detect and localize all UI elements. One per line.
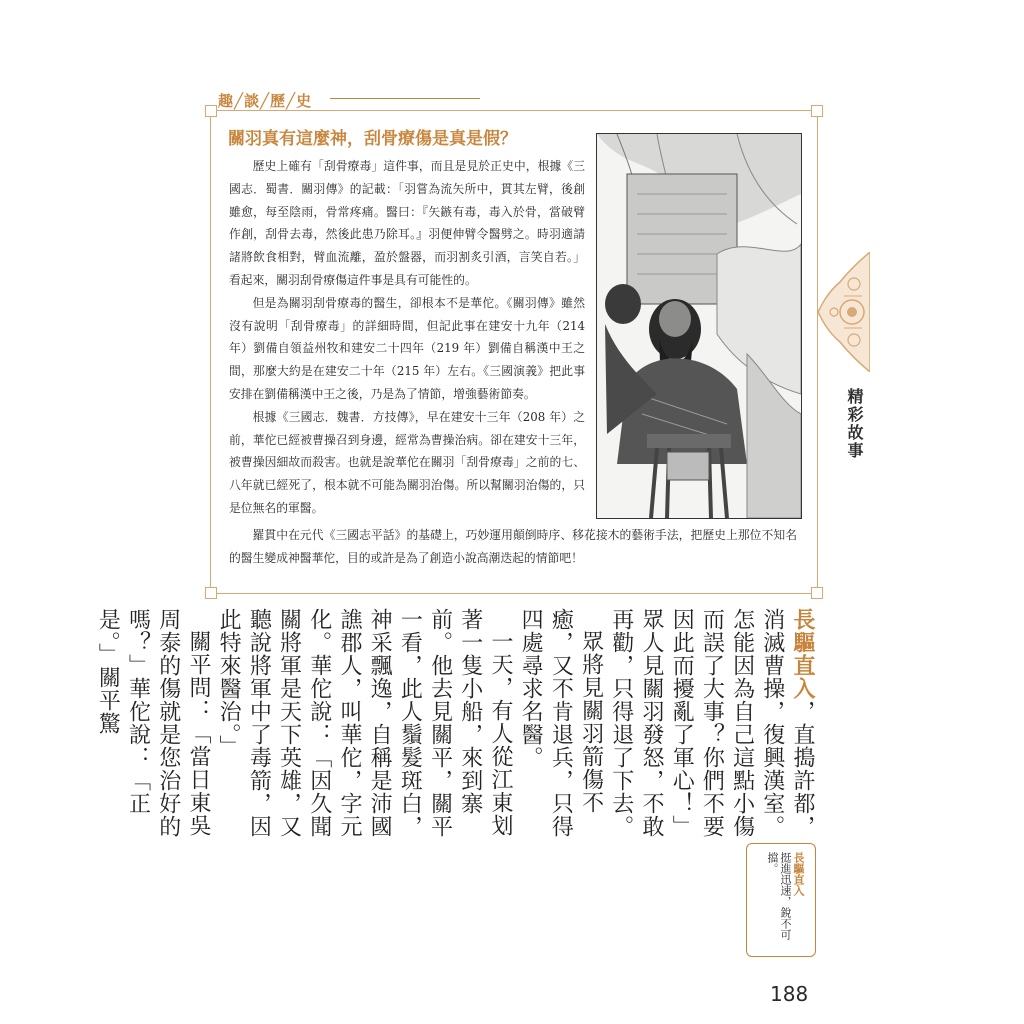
sidebox-closing-paragraph: 羅貫中在元代《三國志平話》的基礎上，巧妙運用顛倒時序、移花接木的藝術手法，把歷史上那位不知名的醫生變成神醫華佗，目的或許是為了創造小說高潮迭起的情節吧！: [229, 528, 797, 565]
story-highlight-term: 長驅直入: [790, 608, 815, 700]
sidebox-body: [229, 155, 585, 520]
vocabulary-note-text: [766, 852, 805, 948]
page-header-title: 趣╱談╱歷╱史: [218, 92, 313, 110]
sidebox-paragraph: 但是為關羽刮骨療毒的醫生，卻根本不是華佗。《關羽傳》雖然沒有說明「刮骨療毒」的詳細時間，但記此事在建安十九年（214 年）劉備自領益州牧和建安二十四年（219 年）劉備自稱漢中王之間，那麼大約是在建安二十年（215 年）左右。《三國演義》把此事安排在劉備稱漢中王之後，乃是為了情節，增強藝術節奏。: [229, 295, 585, 401]
sidebox-corner: [811, 105, 823, 117]
guan-yu-surgery-illustration-icon: [596, 133, 802, 519]
sidebox-corner: [205, 105, 217, 117]
sidebox-title: 關羽真有這麼神，刮骨療傷是真是假？: [228, 129, 517, 149]
story-paragraph: 眾將見關羽箭傷不癒，又不肯退兵，只得四處尋求名醫。: [518, 608, 604, 838]
vocabulary-note: [746, 843, 816, 957]
lattice-ornament-icon: [818, 252, 870, 372]
sidebox-paragraph: 歷史上確有「刮骨療毒」這件事，而且是見於正史中，根據《三國志．蜀書．關羽傳》的記載：「羽嘗為流矢所中，貫其左臂，後創雖愈，每至陰雨，骨常疼痛。醫曰：『矢鏃有毒，毒入於骨，當破臂作創，刮骨去毒，然後此患乃除耳。』羽便伸臂令醫劈之。時羽適請諸將飲食相對，臂血流離，盈於盤器，而羽割炙引酒，言笑自若。」看起來，關羽刮骨療傷這件事是具有可能性的。: [229, 159, 585, 287]
story-paragraph: 關平問：「當日東吳周泰的傷就是您治好的嗎？」華佗說：「正是。」關平驚: [95, 608, 211, 838]
page-number: 188: [770, 982, 809, 1006]
header-rule: [330, 98, 480, 99]
story-paragraph: [606, 608, 817, 838]
sidebox-closing: [229, 524, 797, 570]
sidebox-corner: [205, 587, 217, 599]
vocabulary-note-term: 長驅直入: [792, 852, 805, 896]
story-paragraph: 一天，有人從江東划著一隻小船，來到寨前。他去見關平，關平一看，此人鬚髮斑白，神采飄逸，自稱是沛國譙郡人，叫華佗，字元化。華佗說：「因久聞關將軍是天下英雄，又聽說將軍中了毒箭，因此特來醫治。」: [216, 608, 513, 838]
section-label: 精彩故事: [845, 388, 864, 460]
sidebox-corner: [811, 587, 823, 599]
story-body: [92, 608, 817, 838]
vocabulary-note-definition: 挺進迅速，銳不可擋。: [766, 852, 792, 940]
sidebox-paragraph: 根據《三國志．魏書．方技傳》，早在建安十三年（208 年）之前，華佗已經被曹操召到身邊，經常為曹操治病。卻在建安十三年，被曹操因細故而殺害。也就是說華佗在關羽「刮骨療毒」之前的七、八年就已經死了，根本就不可能為關羽治傷。所以幫關羽治傷的，只是位無名的軍醫。: [229, 409, 585, 515]
story-paragraph-text: ，直搗許都，消滅曹操，復興漢室。怎能因為自己這點小傷而誤了大事？你們不要因此而擾亂了軍心！」眾人見關羽發怒，不敢再勸，只得退了下去。: [608, 608, 815, 838]
